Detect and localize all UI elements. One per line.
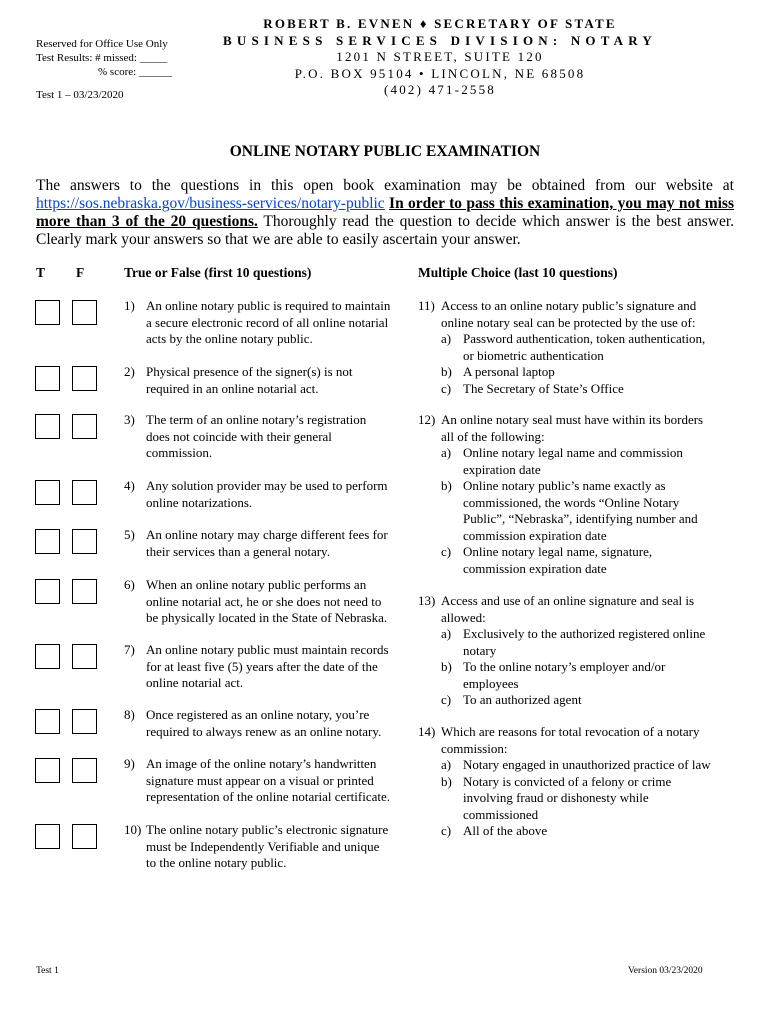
answer-option [441, 478, 738, 544]
question-stem [441, 593, 738, 626]
question-line: does not coincide with their general [146, 428, 332, 444]
false-checkbox-6[interactable] [72, 579, 97, 604]
question-line: for at least five (5) years after the date of the [146, 658, 378, 674]
mc-question-12 [418, 412, 738, 577]
question-line: online notarizations. [146, 494, 253, 510]
question-stem [441, 412, 738, 445]
stem-line: Access and use of an online signature and seal is [441, 593, 695, 608]
question-line: Physical presence of the signer(s) is not [146, 364, 353, 379]
false-checkbox-10[interactable] [72, 824, 97, 849]
answer-option [441, 692, 738, 709]
question-number: 13) [418, 593, 436, 608]
intro-paragraph [36, 177, 734, 249]
letterhead-pobox: P.O. BOX 95104 • LINCOLN, NE 68508 [294, 65, 586, 81]
option-line: commission expiration date [463, 527, 607, 543]
question-line: commission. [146, 445, 213, 460]
question-line: a secure electronic record of all online notarial [146, 314, 389, 330]
true-checkbox-1[interactable] [35, 300, 60, 325]
stem-line: online notary seal can be protected by the use of: [441, 314, 696, 330]
question-number: 14) [418, 724, 436, 739]
option-text [463, 544, 738, 577]
answer-option [441, 774, 738, 824]
tf-section-heading: True or False (first 10 questions) [124, 265, 312, 280]
option-line: Online notary legal name and commission [463, 445, 683, 460]
test-results-missed: Test Results: # missed: _____ [36, 52, 168, 64]
option-letter: a) [441, 626, 452, 641]
true-checkbox-2[interactable] [35, 366, 60, 391]
option-line: expiration date [463, 461, 541, 477]
option-line: involving fraud or dishonesty while [463, 790, 649, 805]
option-text [463, 331, 738, 364]
option-text [463, 445, 738, 478]
question-line: must be Independently Verifiable and unique [146, 838, 380, 854]
question-line: signature must appear on a visual or printed [146, 772, 374, 788]
option-letter: b) [441, 659, 452, 674]
question-text [146, 707, 381, 740]
letterhead-secretary: ROBERT B. EVNEN ♦ SECRETARY OF STATE [263, 16, 617, 31]
option-line: Notary is convicted of a felony or crime [463, 773, 672, 789]
stem-line: all of the following: [441, 428, 545, 444]
question-stem [441, 298, 738, 331]
answer-option [441, 331, 738, 364]
question-text [146, 577, 387, 627]
question-line: The online notary public’s electronic signature [146, 822, 389, 837]
option-text [463, 478, 738, 544]
answer-option [441, 659, 738, 692]
true-checkbox-8[interactable] [35, 709, 60, 734]
office-use-block [36, 37, 172, 79]
false-checkbox-2[interactable] [72, 366, 97, 391]
question-text [146, 642, 389, 692]
true-checkbox-7[interactable] [35, 644, 60, 669]
question-number: 1) [124, 298, 135, 313]
test-results-score: % score: ______ [98, 66, 172, 78]
option-line: Public”, “Nebraska”, identifying number and [463, 511, 698, 526]
option-text [463, 823, 738, 840]
question-line: An online notary may charge different fees for [146, 527, 388, 542]
option-line: Password authentication, token authentication, [463, 331, 706, 346]
notary-website-link[interactable]: https://sos.nebraska.gov/business-services/notary-public [36, 195, 385, 212]
answer-option [441, 757, 738, 774]
true-checkbox-6[interactable] [35, 579, 60, 604]
question-line: online notarial act. [146, 675, 244, 690]
question-text [146, 478, 388, 511]
option-line: The Secretary of State’s Office [463, 380, 624, 396]
option-letter: b) [441, 773, 452, 789]
true-checkbox-3[interactable] [35, 414, 60, 439]
question-line: required to always renew as an online notary. [146, 723, 382, 739]
option-line: commission expiration date [463, 560, 607, 576]
question-number: 4) [124, 478, 135, 493]
intro-passing-rule: In order to pass this examination, you may not miss more than 3 of the 20 questions. [36, 195, 734, 230]
answer-option [441, 445, 738, 478]
true-checkbox-4[interactable] [35, 480, 60, 505]
answer-option [441, 626, 738, 659]
letterhead-phone: (402) 471-2558 [383, 82, 497, 97]
false-checkbox-4[interactable] [72, 480, 97, 505]
question-text [146, 364, 353, 397]
intro-text-2: Thoroughly read the question to decide which answer is the best answer. Clearly mark your answers so that we are able to easily ascertain your answer. [36, 213, 734, 248]
option-text [463, 381, 738, 398]
option-letter: b) [441, 478, 452, 493]
mc-question-11 [418, 298, 738, 397]
option-line: notary [463, 642, 497, 658]
footer-test-label: Test 1 [36, 966, 59, 976]
question-number: 8) [124, 707, 135, 722]
answer-option [441, 364, 738, 381]
question-line: An image of the online notary’s handwritten [146, 756, 377, 771]
question-line: The term of an online notary’s registration [146, 412, 367, 427]
office-use-label: Reserved for Office Use Only [36, 38, 168, 50]
question-number: 6) [124, 577, 135, 592]
question-number: 10) [124, 822, 142, 837]
question-line: required in an online notarial act. [146, 380, 319, 396]
option-text [463, 659, 738, 692]
answer-option [441, 381, 738, 398]
option-line: employees [463, 675, 519, 691]
option-letter: c) [441, 380, 452, 396]
option-line: All of the above [463, 823, 548, 838]
question-number: 2) [124, 364, 135, 379]
question-line: Once registered as an online notary, you’re [146, 707, 370, 722]
column-t-heading: T [36, 265, 46, 280]
question-number: 12) [418, 412, 436, 427]
option-line: Notary engaged in unauthorized practice of law [463, 757, 711, 772]
stem-line: Which are reasons for total revocation of a notary [441, 724, 700, 739]
question-text [146, 756, 390, 806]
option-line: To the online notary’s employer and/or [463, 659, 666, 674]
question-stem [441, 724, 738, 757]
question-text [146, 822, 388, 872]
question-line: When an online notary public performs an [146, 577, 367, 592]
option-text [463, 626, 738, 659]
true-checkbox-9[interactable] [35, 758, 60, 783]
option-letter: b) [441, 364, 452, 379]
question-line: An online notary public must maintain records [146, 642, 389, 657]
option-letter: a) [441, 331, 452, 346]
question-number: 11) [418, 298, 435, 313]
column-f-heading: F [76, 265, 85, 280]
question-line: be physically located in the State of Nebraska. [146, 610, 388, 625]
option-line: Online notary legal name, signature, [463, 544, 653, 559]
page-title: ONLINE NOTARY PUBLIC EXAMINATION [229, 143, 541, 160]
mc-section-heading: Multiple Choice (last 10 questions) [418, 265, 618, 280]
letterhead-street: 1201 N STREET, SUITE 120 [336, 49, 544, 64]
option-text [463, 757, 738, 774]
letterhead [180, 16, 700, 99]
false-checkbox-7[interactable] [72, 644, 97, 669]
stem-line: An online notary seal must have within its borders [441, 412, 704, 427]
question-line: to the online notary public. [146, 855, 287, 870]
option-line: commissioned [463, 806, 539, 822]
false-checkbox-1[interactable] [72, 300, 97, 325]
stem-line: Access to an online notary public’s signature and [441, 298, 697, 313]
question-line: acts by the online notary public. [146, 331, 313, 346]
option-text [463, 692, 738, 709]
mc-question-14 [418, 724, 738, 840]
false-checkbox-5[interactable] [72, 529, 97, 554]
question-text [146, 412, 366, 462]
question-line: their services than a general notary. [146, 543, 330, 559]
question-line: Any solution provider may be used to perform [146, 478, 388, 493]
option-line: Online notary public’s name exactly as [463, 478, 666, 493]
option-line: Exclusively to the authorized registered online [463, 626, 706, 641]
intro-text-1: The answers to the questions in this open book examination may be obtained from our website at [36, 177, 734, 194]
option-line: commissioned, the words “Online Notary [463, 494, 680, 510]
false-checkbox-3[interactable] [72, 414, 97, 439]
stem-line: commission: [441, 740, 508, 756]
question-number: 9) [124, 756, 135, 771]
option-letter: a) [441, 445, 452, 460]
option-line: or biometric authentication [463, 347, 604, 363]
option-letter: c) [441, 544, 452, 559]
stem-line: allowed: [441, 609, 486, 625]
question-line: online notarial act, he or she does not need to [146, 593, 382, 609]
false-checkbox-9[interactable] [72, 758, 97, 783]
option-letter: c) [441, 823, 452, 838]
test-date: Test 1 – 03/23/2020 [36, 89, 124, 101]
question-line: representation of the online notarial certificate. [146, 789, 390, 804]
letterhead-division: BUSINESS SERVICES DIVISION: NOTARY [223, 32, 657, 48]
footer-version: Version 03/23/2020 [628, 966, 703, 976]
question-text [146, 527, 388, 560]
option-letter: c) [441, 692, 452, 707]
option-line: To an authorized agent [463, 692, 582, 707]
question-number: 5) [124, 527, 135, 542]
option-text [463, 774, 738, 824]
question-line: An online notary public is required to maintain [146, 298, 391, 313]
option-letter: a) [441, 757, 452, 772]
false-checkbox-8[interactable] [72, 709, 97, 734]
mc-question-13 [418, 593, 738, 709]
true-checkbox-10[interactable] [35, 824, 60, 849]
option-text [463, 364, 738, 381]
question-number: 7) [124, 642, 135, 657]
true-checkbox-5[interactable] [35, 529, 60, 554]
option-line: A personal laptop [463, 364, 555, 379]
question-number: 3) [124, 412, 135, 427]
answer-option [441, 823, 738, 840]
question-text [146, 298, 390, 348]
answer-option [441, 544, 738, 577]
